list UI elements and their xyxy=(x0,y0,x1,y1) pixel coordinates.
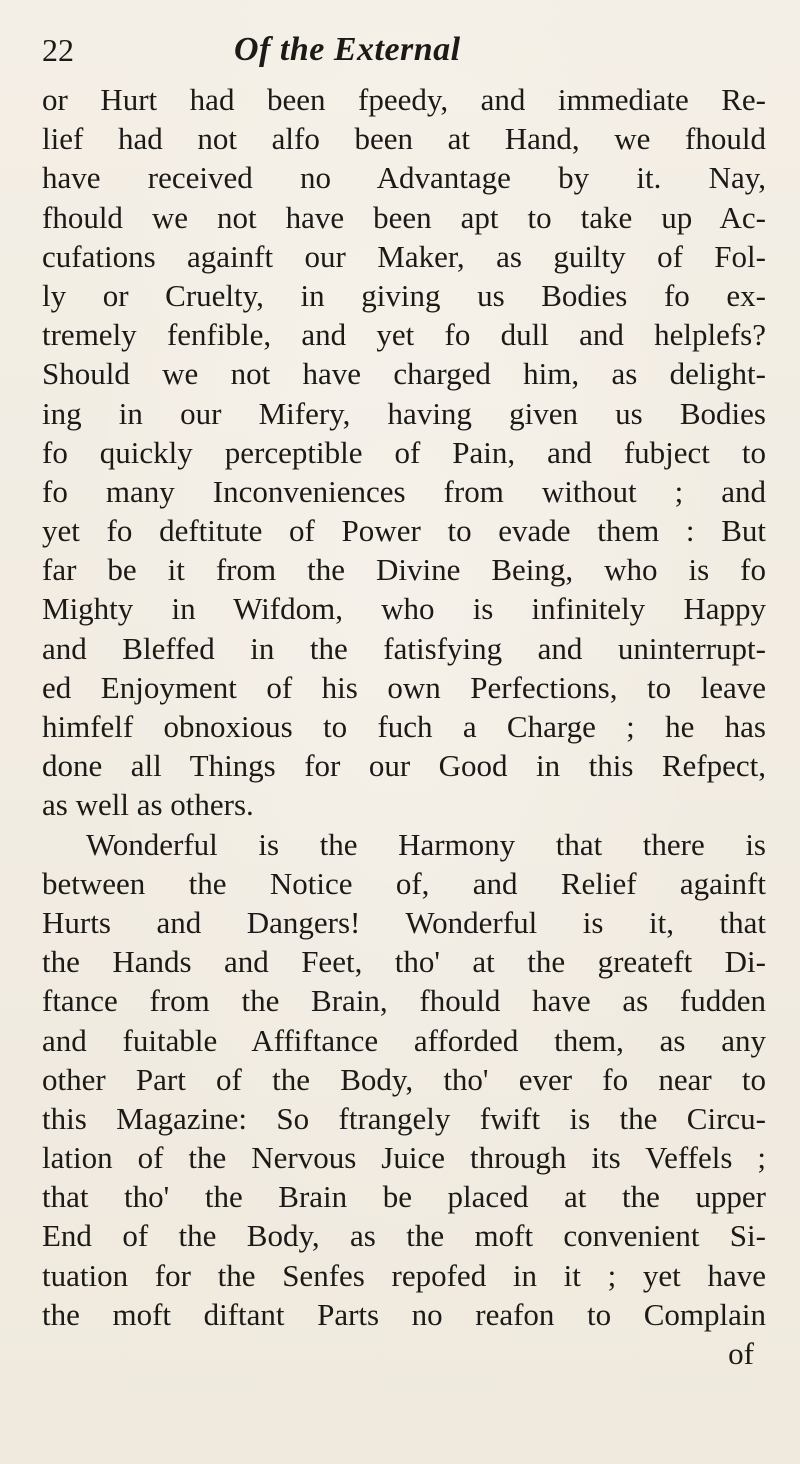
text-line: End of the Body, as the moft convenient Si- xyxy=(42,1218,766,1254)
text-line: other Part of the Body, tho' ever fo near to xyxy=(42,1061,766,1097)
text-line: and fuitable Affiftance afforded them, as any xyxy=(42,1022,766,1058)
paragraph-first-line: Wonderful is the Harmony that there is xyxy=(86,826,766,862)
text-line: yet fo deftitute of Power to evade them : But xyxy=(42,513,766,549)
text-line: that tho' the Brain be placed at the upper xyxy=(42,1179,766,1215)
text-line: or Hurt had been fpeedy, and immediate Re- xyxy=(42,82,766,117)
text-line: lation of the Nervous Juice through its Veffels ; xyxy=(42,1140,766,1176)
text-line: fhould we not have been apt to take up Ac- xyxy=(42,199,766,235)
text-line: the moft diftant Parts no reafon to Complain xyxy=(42,1296,766,1332)
text-line: ing in our Mifery, having given us Bodies xyxy=(42,395,766,431)
text-line: done all Things for our Good in this Refpect, xyxy=(42,748,766,784)
text-line: ly or Cruelty, in giving us Bodies fo ex- xyxy=(42,277,766,313)
text-line: between the Notice of, and Relief againft xyxy=(42,865,766,901)
text-line: ed Enjoyment of his own Perfections, to leave xyxy=(42,669,766,705)
text-line: the Hands and Feet, tho' at the greateft Di- xyxy=(42,944,766,980)
text-line: fo quickly perceptible of Pain, and fubject to xyxy=(42,434,766,470)
text-line: ftance from the Brain, fhould have as fudden xyxy=(42,983,766,1019)
text-line: lief had not alfo been at Hand, we fhould xyxy=(42,121,766,157)
text-line: have received no Advantage by it. Nay, xyxy=(42,160,766,196)
text-line: as well as others. xyxy=(42,787,254,823)
running-head xyxy=(42,30,762,70)
text-line: far be it from the Divine Being, who is fo xyxy=(42,552,766,588)
text-line: Mighty in Wifdom, who is infinitely Happy xyxy=(42,591,766,627)
text-line: cufations againft our Maker, as guilty of Fol- xyxy=(42,238,766,274)
text-line: this Magazine: So ftrangely fwift is the Circu- xyxy=(42,1100,766,1136)
text-line: himfelf obnoxious to fuch a Charge ; he has xyxy=(42,709,766,744)
text-line: Hurts and Dangers! Wonderful is it, that xyxy=(42,904,766,940)
text-line: and Bleffed in the fatisfying and uninterrupt- xyxy=(42,630,766,666)
text-line: tremely fenfible, and yet fo dull and helplefs? xyxy=(42,317,766,353)
text-line: fo many Inconveniences from without ; and xyxy=(42,473,766,509)
text-line: tuation for the Senfes repofed in it ; yet have xyxy=(42,1257,766,1293)
page-number: 22 xyxy=(42,32,74,68)
catchword: of xyxy=(728,1336,754,1371)
text-line: Should we not have charged him, as delight- xyxy=(42,356,766,392)
running-title: Of the External xyxy=(234,31,461,68)
body-text xyxy=(42,80,766,1373)
